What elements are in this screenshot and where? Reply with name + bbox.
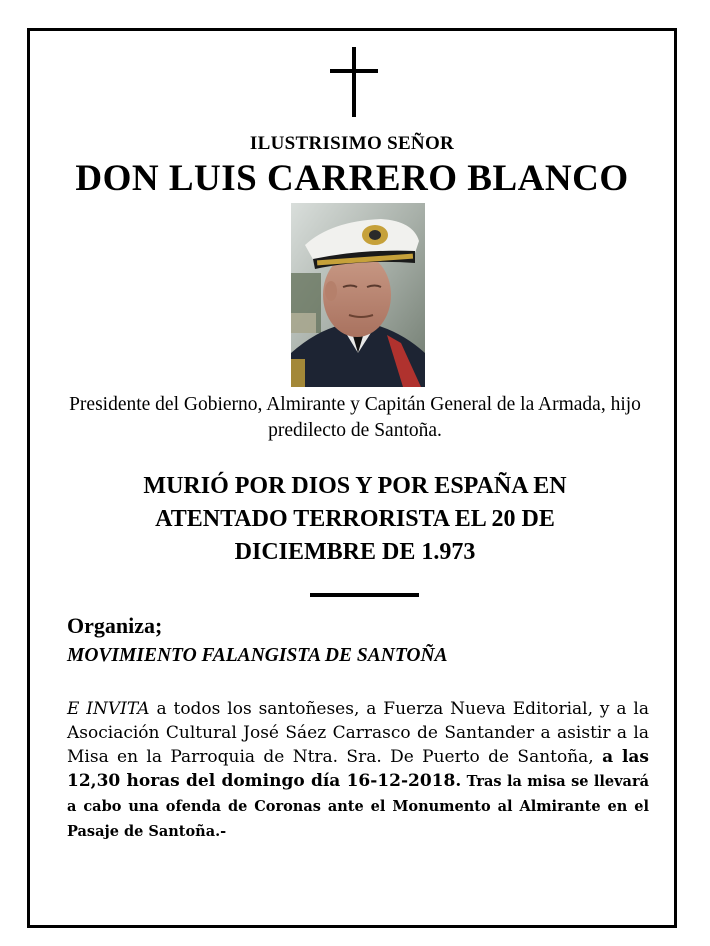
organizer-label: Organiza; <box>67 613 163 638</box>
divider <box>310 593 419 597</box>
deceased-name: DON LUIS CARRERO BLANCO <box>75 158 629 199</box>
title-caption: Presidente del Gobierno, Almirante y Capitán General de la Armada, hijo predilecto de Santoña. <box>69 394 641 441</box>
cross-icon <box>330 47 378 117</box>
honorific-title: ILUSTRISIMO SEÑOR <box>249 133 455 154</box>
invitation-closing: Tras la misa se llevará a cabo una ofenda de Coronas ante el Monumento al Almirante en el Pasaje de Santoña.- <box>67 773 649 840</box>
organizer-name: MOVIMIENTO FALANGISTA DE SANTOÑA <box>67 645 448 666</box>
invitation-body: a todos los santoñeses, a Fuerza Nueva Editorial, y a la Asociación Cultural José Sáez Carrasco de Santander a asistir a la Misa en la Parroquia de Ntra. Sra. De Puerto de Santoña, <box>67 699 649 767</box>
headline-line: DICIEMBRE DE 1.973 <box>234 539 476 565</box>
headline-line: ATENTADO TERRORISTA EL 20 DE <box>155 506 555 532</box>
invitation-text <box>67 697 649 844</box>
invitation-time: a las 12,30 horas del domingo día 16-12-2018. <box>67 747 649 791</box>
death-headline <box>70 470 640 569</box>
invitation-lead: E INVITA <box>67 699 150 719</box>
headline-line: MURIÓ POR DIOS Y POR ESPAÑA EN <box>143 473 567 499</box>
portrait-photo <box>291 203 425 387</box>
